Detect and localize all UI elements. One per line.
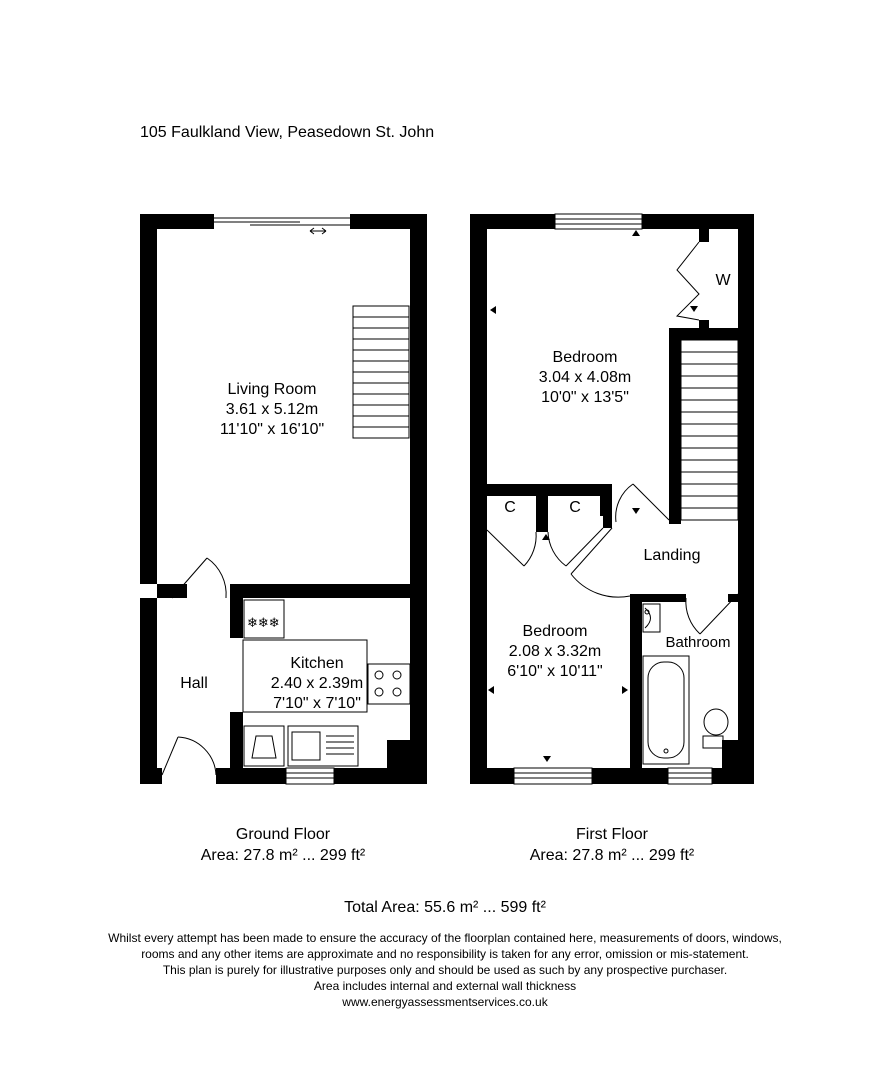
total-area: Total Area: 55.6 m² ... 599 ft² (344, 899, 546, 916)
ground-floor-staircase (353, 306, 409, 438)
bedroom1-label (539, 348, 632, 408)
first-floor-staircase (681, 340, 738, 520)
cupboard1-door (487, 530, 536, 566)
hob (368, 664, 410, 704)
disclaimer-line: Area includes internal and external wall thickness (313, 979, 577, 993)
living-room-metric: 3.61 x 5.12m (225, 401, 319, 418)
cupboard2-label: C (569, 499, 581, 516)
disclaimer (45, 930, 845, 1010)
washing-machine (244, 726, 284, 766)
bathroom-window (668, 768, 712, 784)
living-room-imperial: 11'10" x 16'10" (219, 421, 325, 438)
svg-text:❄❄❄: ❄❄❄ (247, 616, 280, 631)
front-door (162, 737, 216, 775)
bedroom1-door (616, 484, 669, 522)
kitchen-label (271, 654, 364, 714)
disclaimer-line: Whilst every attempt has been made to ensure the accuracy of the floorplan contained here, measurements of doors, windows, (108, 931, 782, 945)
wardrobe-label: W (715, 272, 731, 289)
hall-label: Hall (180, 675, 208, 692)
living-room-label (220, 380, 324, 440)
ground-floor-area: Area: 27.8 m² ... 299 ft² (200, 847, 366, 864)
bathtub (643, 656, 689, 764)
bedroom2-name: Bedroom (522, 623, 588, 640)
disclaimer-website: www.energyassessmentservices.co.uk (342, 995, 548, 1009)
ground-floor-caption (201, 824, 366, 866)
landing-label: Landing (643, 547, 701, 564)
bedroom1-metric: 3.04 x 4.08m (538, 369, 632, 386)
disclaimer-line: This plan is purely for illustrative purposes only and should be used as such by any prospective purchaser. (162, 963, 728, 977)
bathroom-label: Bathroom (665, 634, 731, 651)
ground-floor-window (286, 768, 334, 784)
sliding-patio-door (214, 218, 350, 234)
bedroom1-name: Bedroom (552, 349, 618, 366)
first-floor-area: Area: 27.8 m² ... 299 ft² (529, 847, 695, 864)
first-floor-bottom-window (514, 768, 592, 784)
bedroom2-metric: 2.08 x 3.32m (508, 643, 602, 660)
property-address-title: 105 Faulkland View, Peasedown St. John (140, 124, 435, 141)
first-floor-top-window (555, 214, 642, 229)
kitchen-metric: 2.40 x 2.39m (270, 675, 364, 692)
bedroom2-label (507, 622, 602, 682)
disclaimer-line: rooms and any other items are approximate and no responsibility is taken for any error, omission or mis-statement. (141, 947, 749, 961)
first-floor-name: First Floor (575, 826, 648, 843)
first-floor-caption (530, 824, 695, 866)
kitchen-sink (288, 726, 358, 766)
bedroom1-imperial: 10'0" x 13'5" (541, 389, 629, 406)
bathroom-basin (643, 604, 660, 632)
bedroom2-imperial: 6'10" x 10'11" (507, 663, 603, 680)
bedroom2-door (571, 528, 630, 597)
kitchen-imperial: 7'10" x 7'10" (273, 695, 361, 712)
living-room-name: Living Room (227, 381, 317, 398)
kitchen-name: Kitchen (290, 655, 344, 672)
ground-floor-name: Ground Floor (235, 826, 331, 843)
cupboard1-label: C (504, 499, 516, 516)
